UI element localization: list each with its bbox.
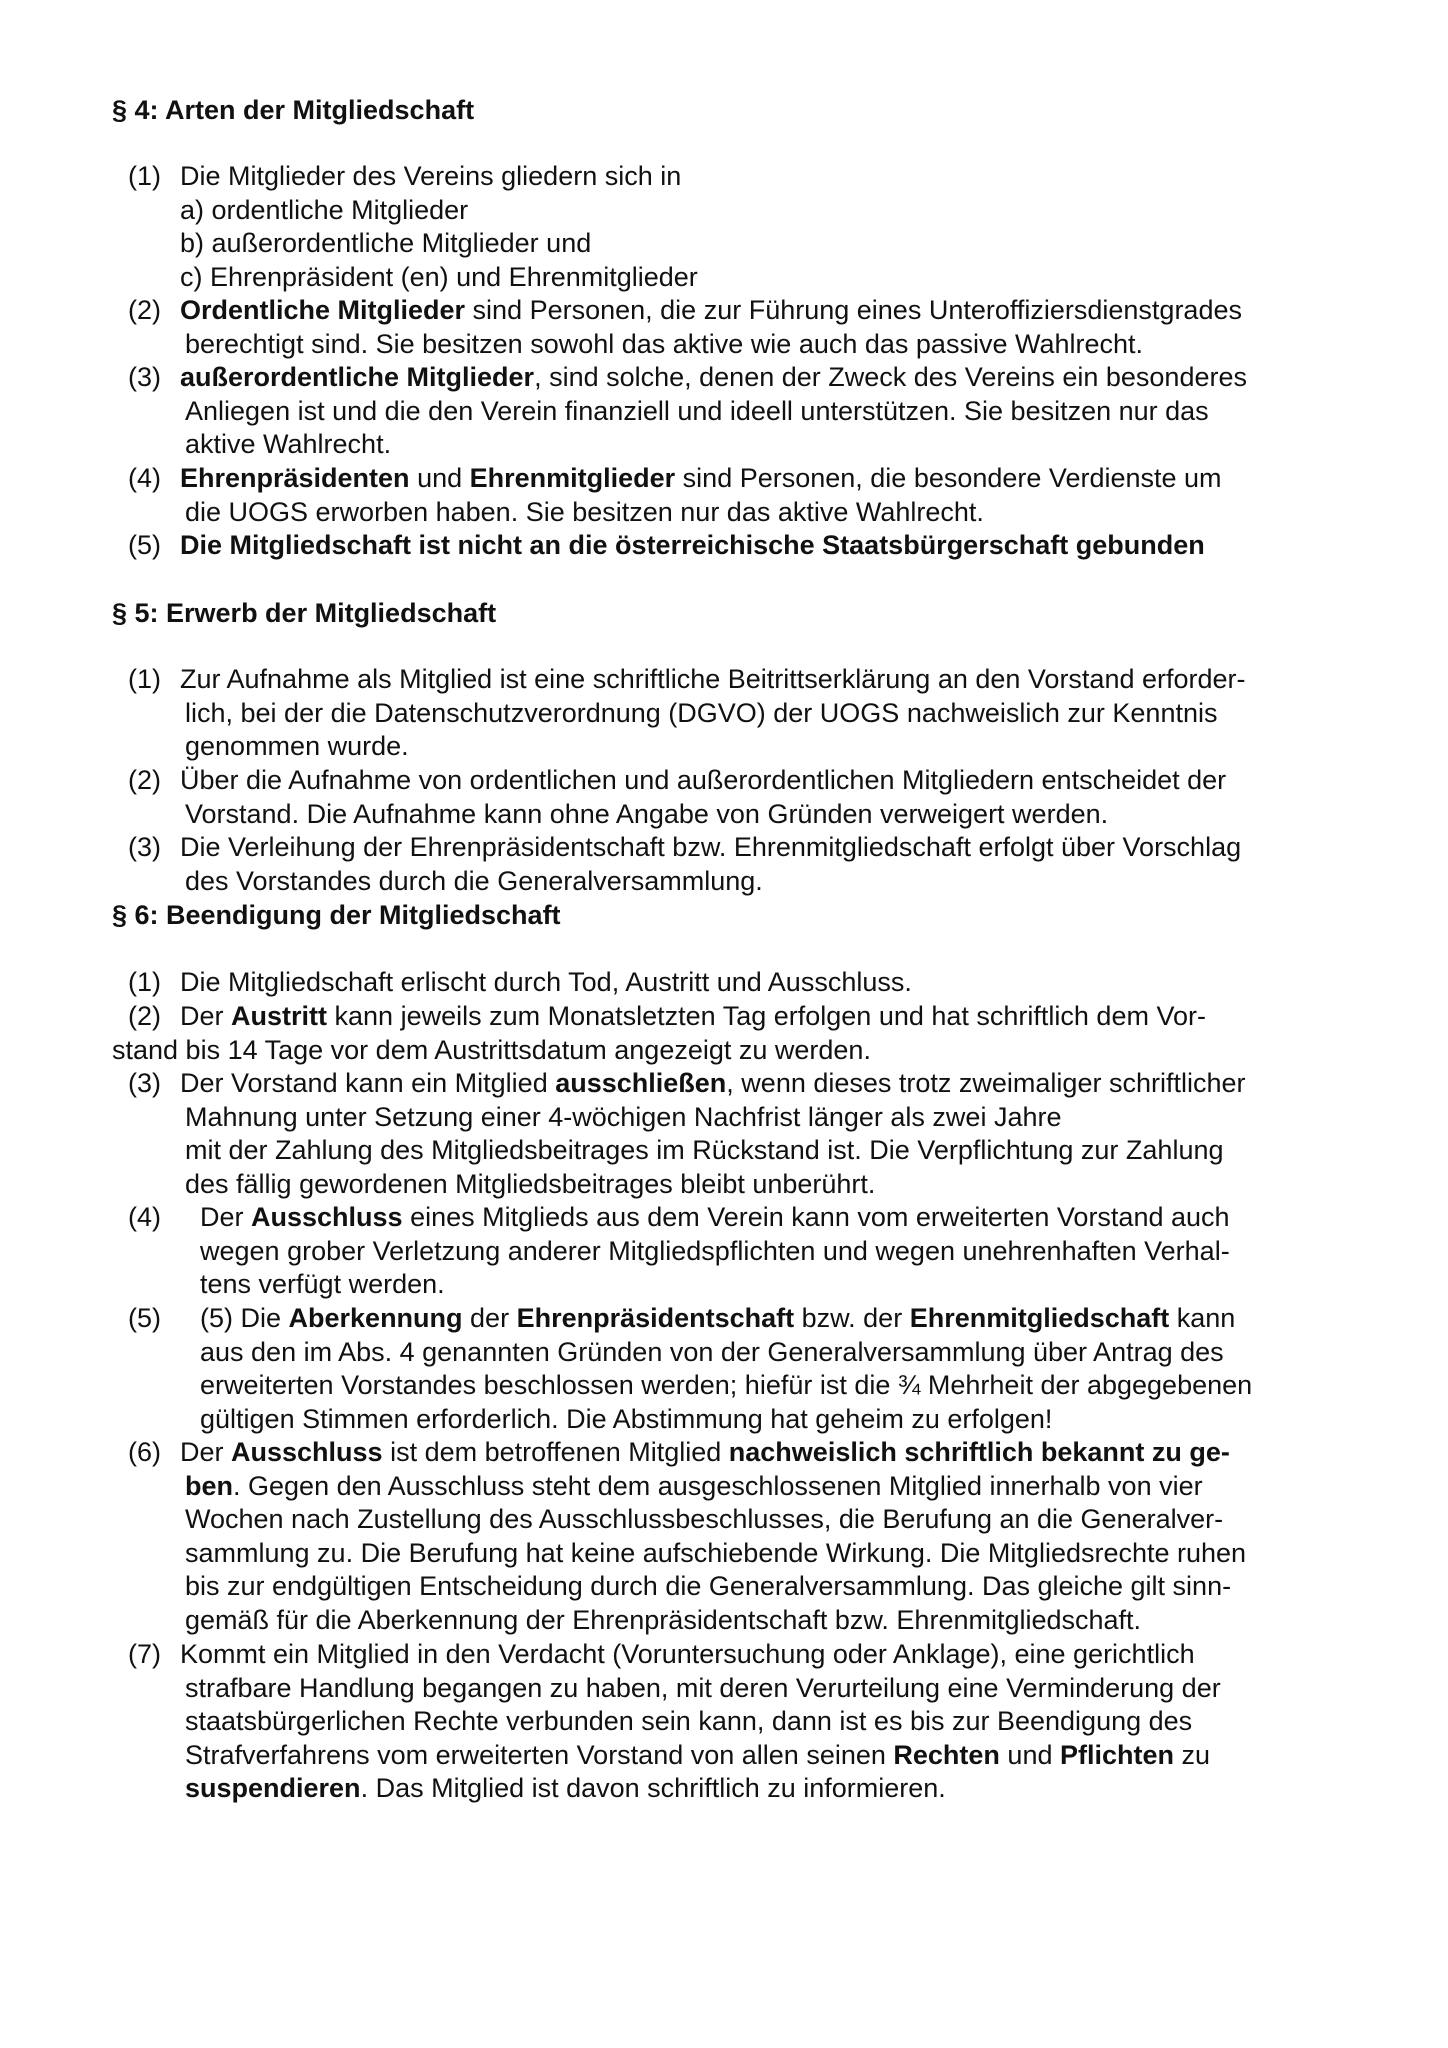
section-heading: § 5: Erwerb der Mitgliedschaft: [112, 598, 497, 628]
text-line: [180, 461, 1222, 495]
text-line: [185, 1133, 1224, 1167]
bold-text: Ordentliche Mitglieder: [180, 295, 466, 325]
text-segment: stand bis 14 Tage vor dem Austrittsdatum angezeigt zu werden.: [112, 1034, 871, 1065]
text-segment: bzw. der: [794, 1303, 910, 1333]
text-line: [185, 1738, 1210, 1772]
section-heading: § 6: Beendigung der Mitgliedschaft: [112, 900, 561, 930]
bold-text: Austritt: [231, 1001, 328, 1031]
text-line: [180, 662, 1246, 696]
text-segment: und: [999, 1739, 1060, 1770]
text-line: [185, 1469, 1203, 1503]
text-segment: des fällig gewordenen Mitgliedsbeitrages bleibt unberührt.: [185, 1168, 876, 1199]
text-segment: bis zur endgültigen Entscheidung durch die Generalversammlung. Das gleiche gilt sinn-: [185, 1571, 1232, 1602]
text-segment: wegen grober Verletzung anderer Mitgliedspflichten und wegen unehrenhaften Verhal-: [200, 1235, 1230, 1266]
text-line: [200, 1402, 1052, 1436]
text-line: [180, 1637, 1195, 1671]
bold-text: ben: [185, 1470, 234, 1501]
text-segment: , sind solche, denen der Zweck des Vereins ein besonderes: [534, 362, 1247, 392]
text-line: [200, 1368, 1252, 1402]
text-segment: aktive Wahlrecht.: [185, 429, 392, 460]
text-segment: Wochen nach Zustellung des Ausschlussbeschlusses, die Berufung an die Generalver-: [185, 1504, 1224, 1535]
item-number: (2): [128, 1001, 161, 1031]
text-line: [200, 1301, 1235, 1335]
item-number: (5): [128, 1303, 161, 1333]
bold-text: Ausschluss: [231, 1437, 383, 1467]
bold-text: Die Mitgliedschaft ist nicht an die österreichische Staatsbürgerschaft gebunden: [180, 530, 1205, 560]
item-number: (3): [128, 832, 161, 862]
text-segment: , wenn dieses trotz zweimaliger schriftlicher: [726, 1068, 1246, 1098]
text-segment: Die Mitgliedschaft erlischt durch Tod, Austritt und Ausschluss.: [180, 967, 912, 997]
text-line: [180, 159, 681, 193]
text-line: [180, 360, 1247, 394]
text-segment: . Gegen den Ausschluss steht dem ausgeschlossenen Mitglied innerhalb von vier: [233, 1470, 1203, 1501]
section-heading: § 4: Arten der Mitgliedschaft: [112, 95, 475, 125]
text-segment: des Vorstandes durch die Generalversammlung.: [185, 865, 763, 896]
text-segment: zu: [1174, 1739, 1211, 1770]
text-line: [185, 327, 1143, 361]
text-line: [185, 1771, 946, 1805]
item-number: (1): [128, 664, 161, 694]
text-segment: Der: [180, 1001, 232, 1031]
item-number: (3): [128, 362, 161, 392]
item-number: (5): [128, 530, 161, 560]
text-segment: sind Personen, die besondere Verdienste um: [675, 463, 1222, 493]
text-line: [185, 427, 391, 461]
item-number: (3): [128, 1068, 161, 1098]
text-segment: kann jeweils zum Monatsletzten Tag erfolgen und hat schriftlich dem Vor-: [327, 1001, 1206, 1031]
text-line: [185, 1167, 875, 1201]
text-segment: gemäß für die Aberkennung der Ehrenpräsidentschaft bzw. Ehrenmitgliedschaft.: [185, 1605, 1142, 1635]
text-line: [112, 1033, 871, 1067]
text-segment: Kommt ein Mitglied in den Verdacht (Voruntersuchung oder Anklage), eine gerichtlich: [180, 1639, 1195, 1669]
text-segment: mit der Zahlung des Mitgliedsbeitrages im Rückstand ist. Die Verpflichtung zur Zahlung: [185, 1135, 1224, 1166]
bold-text: Rechten: [893, 1739, 1000, 1770]
text-line: [185, 1704, 1192, 1738]
text-segment: sammlung zu. Die Berufung hat keine aufschiebende Wirkung. Die Mitgliedsrechte ruhen: [185, 1537, 1247, 1568]
text-line: [185, 1536, 1246, 1570]
text-segment: kann: [1169, 1303, 1236, 1333]
text-line: [200, 1335, 1224, 1369]
text-segment: der: [462, 1303, 517, 1333]
text-segment: und: [409, 463, 470, 493]
text-segment: tens verfügt werden.: [200, 1269, 445, 1300]
bold-text: Ausschluss: [251, 1202, 403, 1232]
text-line: [180, 293, 1242, 327]
text-segment: gültigen Stimmen erforderlich. Die Abstimmung hat geheim zu erfolgen!: [200, 1403, 1053, 1434]
item-number: (4): [128, 463, 161, 493]
text-segment: strafbare Handlung begangen zu haben, mit deren Verurteilung eine Verminderung der: [185, 1672, 1221, 1703]
text-line: [200, 1234, 1230, 1268]
text-segment: a) ordentliche Mitglieder: [180, 194, 469, 225]
text-line: [180, 226, 591, 260]
text-segment: eines Mitglieds aus dem Verein kann vom erweiterten Vorstand auch: [402, 1202, 1230, 1232]
text-segment: Zur Aufnahme als Mitglied ist eine schriftliche Beitrittserklärung an den Vorstand erforder-: [180, 664, 1246, 694]
text-segment: Der Vorstand kann ein Mitglied: [180, 1068, 556, 1098]
text-segment: staatsbürgerlichen Rechte verbunden sein kann, dann ist es bis zur Beendigung des: [185, 1706, 1193, 1737]
text-segment: genommen wurde.: [185, 731, 409, 762]
text-line: [180, 528, 1205, 562]
bold-text: außerordentliche Mitglieder: [180, 362, 535, 392]
text-line: [185, 1569, 1231, 1603]
bold-text: Ehrenpräsidenten: [180, 463, 410, 493]
text-line: [185, 495, 984, 529]
text-segment: . Das Mitglied ist davon schriftlich zu informieren.: [360, 1773, 946, 1804]
text-segment: die UOGS erworben haben. Sie besitzen nur das aktive Wahlrecht.: [185, 496, 984, 527]
text-line: [185, 696, 1217, 730]
item-number: (6): [128, 1437, 161, 1467]
text-line: [180, 830, 1241, 864]
text-line: [185, 1603, 1141, 1637]
text-segment: c) Ehrenpräsident (en) und Ehrenmitglieder: [180, 261, 698, 292]
item-number: (2): [128, 765, 161, 795]
text-line: [180, 763, 1226, 797]
item-number: (1): [128, 161, 161, 191]
text-segment: Anliegen ist und die den Verein finanziell und ideell unterstützen. Sie besitzen nur das: [185, 395, 1209, 426]
text-segment: Der: [200, 1202, 252, 1232]
text-line: [180, 965, 912, 999]
text-line: [185, 1100, 1062, 1134]
bold-text: suspendieren: [185, 1773, 361, 1804]
text-line: [180, 1066, 1245, 1100]
text-segment: Vorstand. Die Aufnahme kann ohne Angabe von Gründen verweigert werden.: [185, 798, 1109, 829]
bold-text: ausschließen: [555, 1068, 727, 1098]
text-line: [180, 260, 698, 294]
text-line: [185, 1671, 1221, 1705]
bold-text: Ehrenpräsidentschaft: [516, 1303, 795, 1333]
text-line: [185, 864, 763, 898]
item-number: (2): [128, 295, 161, 325]
text-line: [180, 193, 468, 227]
text-segment: Über die Aufnahme von ordentlichen und außerordentlichen Mitgliedern entscheidet der: [180, 765, 1227, 795]
text-segment: ist dem betroffenen Mitglied: [382, 1437, 729, 1467]
item-number: (4): [128, 1202, 161, 1232]
text-line: [180, 1435, 1230, 1469]
text-segment: (5) Die: [200, 1303, 289, 1333]
bold-text: Aberkennung: [288, 1303, 463, 1333]
text-line: [185, 797, 1108, 831]
text-line: [200, 1200, 1230, 1234]
text-line: [185, 1502, 1223, 1536]
bold-text: nachweislich schriftlich bekannt zu ge-: [728, 1437, 1230, 1467]
text-segment: aus den im Abs. 4 genannten Gründen von der Generalversammlung über Antrag des: [200, 1336, 1224, 1367]
text-segment: Die Verleihung der Ehrenpräsidentschaft bzw. Ehrenmitgliedschaft erfolgt über Vorschlag: [180, 832, 1242, 862]
text-segment: Die Mitglieder des Vereins gliedern sich in: [180, 161, 682, 191]
text-segment: Der: [180, 1437, 232, 1467]
text-line: [180, 999, 1206, 1033]
text-segment: lich, bei der die Datenschutzverordnung (DGVO) der UOGS nachweislich zur Kenntnis: [185, 697, 1218, 728]
text-segment: b) außerordentliche Mitglieder und: [180, 228, 592, 259]
item-number: (1): [128, 967, 161, 997]
item-number: (7): [128, 1639, 161, 1669]
text-segment: berechtigt sind. Sie besitzen sowohl das aktive wie auch das passive Wahlrecht.: [185, 328, 1143, 359]
text-line: [185, 729, 409, 763]
text-segment: Strafverfahrens vom erweiterten Vorstand von allen seinen: [185, 1739, 894, 1770]
bold-text: Ehrenmitgliedschaft: [909, 1303, 1170, 1333]
text-segment: sind Personen, die zur Führung eines Unteroffiziersdienstgrades: [465, 295, 1242, 325]
text-segment: erweiterten Vorstandes beschlossen werden; hiefür ist die ¾ Mehrheit der abgegebenen: [200, 1370, 1253, 1401]
text-segment: Mahnung unter Setzung einer 4-wöchigen Nachfrist länger als zwei Jahre: [185, 1101, 1062, 1132]
text-line: [200, 1267, 445, 1301]
bold-text: Pflichten: [1059, 1739, 1174, 1770]
bold-text: Ehrenmitglieder: [469, 463, 676, 493]
text-line: [185, 394, 1209, 428]
